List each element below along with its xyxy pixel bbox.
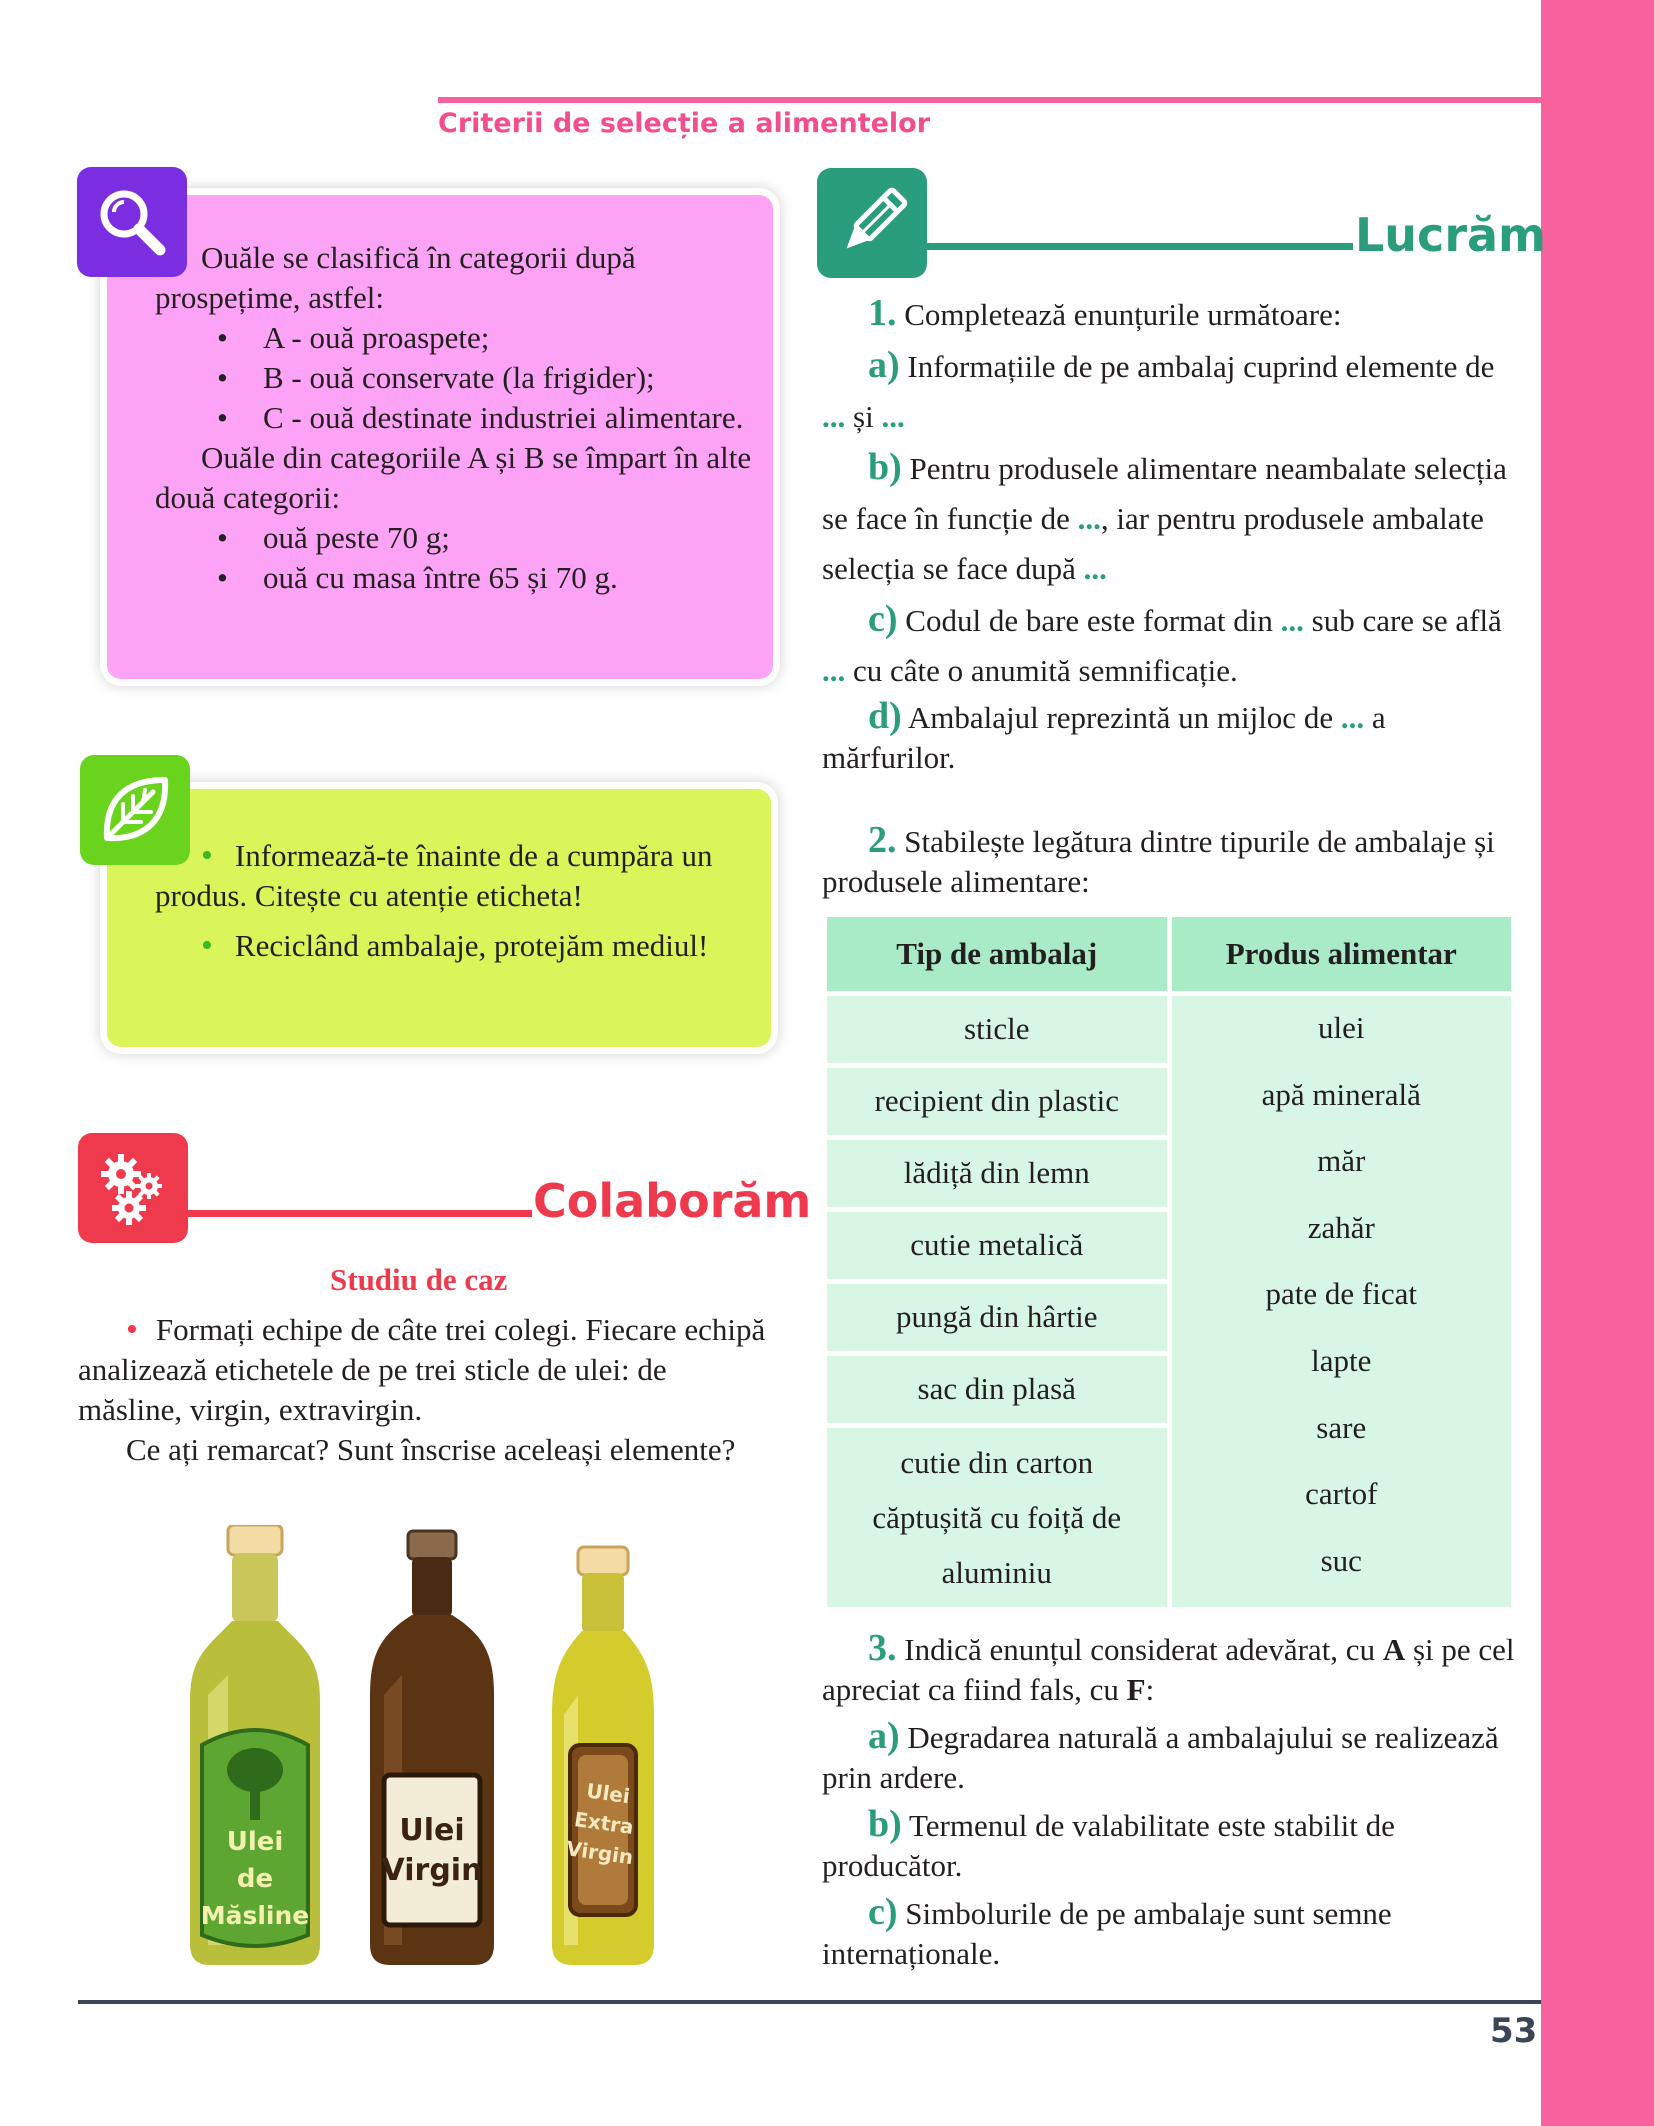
matching-table [822,912,1516,1612]
exercise-1-b: b) Pentru produsele alimentare neambalate selecția se face în funcție de ..., iar pentru produsele ambalate selecția se face după ... [822,446,1507,586]
bottle-label-line: Ulei [399,1813,465,1848]
packaging-cell: lădiță din lemn [827,1140,1167,1207]
bullet-dot: • [126,1311,138,1348]
table-row [827,996,1511,1063]
case-study-heading: Studiu de caz [330,1262,508,1297]
bottle-label-line: de [236,1864,274,1894]
extra-virgin-oil-bottle [552,1547,654,1965]
oil-bottles-illustration [180,1525,690,1975]
packaging-cell: sac din plasă [827,1356,1167,1423]
product-item: ulei [1318,1010,1365,1045]
exercise-3-c: c) Simbolurile de pe ambalaje sunt semne internaționale. [822,1891,1392,1971]
bottle-label-line: Virgin [564,1836,635,1870]
product-item: apă minerală [1261,1076,1421,1112]
bottle-label-line: Virgin [381,1853,483,1888]
footer-rule [78,2000,1541,2004]
packaging-cell: cutie metalică [827,1212,1167,1279]
virgin-oil-bottle [370,1531,494,1965]
case-paragraph: • Formați echipe de câte trei colegi. Fiecare echipă analizează etichetele de pe trei sticle de ulei: de măsline, virgin, extravirgin. [78,1311,766,1427]
pencil-badge [817,168,927,278]
exercise-2-prompt: 2. Stabilește legătura dintre tipurile de ambalaje și produsele alimentare: [822,819,1495,899]
collab-section-title: Colaborăm [533,1174,812,1228]
list-item: • A - ouă proaspete; [217,318,755,358]
work-section-title: Lucrăm [1355,208,1546,262]
egg-subcategory-list [217,518,755,598]
product-column [1172,996,1512,1607]
gears-badge [78,1133,188,1243]
product-item: lapte [1311,1342,1372,1378]
exercise-1 [822,288,1522,778]
packaging-cell: sticle [827,996,1167,1063]
info-intro: Ouăle se clasifică în categorii după prospețime, astfel: [155,240,636,315]
exercise-3 [822,1628,1522,1980]
side-color-bar [1541,0,1654,2126]
column-header-product: Produs alimentar [1172,917,1512,991]
product-item: pate de ficat [1265,1276,1417,1312]
tip-item: • Informează-te înainte de a cumpăra un produs. Citește cu atenție eticheta! [155,837,713,913]
bullet-dot: • [201,837,213,874]
exercise-1-prompt: 1. Completează enunțurile următoare: [868,292,1342,334]
olive-oil-bottle [190,1525,320,1965]
list-item: • ouă cu masa între 65 și 70 g. [217,558,755,598]
header-rule [438,97,1541,103]
packaging-cell: recipient din plastic [827,1068,1167,1135]
product-item: cartof [1305,1476,1378,1512]
exercise-3-prompt: 3. Indică enunțul considerat adevărat, cu A și pe cel apreciat ca fiind fals, cu F: [822,1627,1515,1707]
tip-box-text [155,836,755,976]
case-study-text [78,1310,778,1470]
pencil-icon [832,183,912,263]
list-item: • B - ouă conservate (la frigider); [217,358,755,398]
product-item: zahăr [1307,1209,1375,1245]
bottle-label-line: Ulei [584,1778,632,1809]
bottle-label-line: Ulei [226,1827,284,1857]
exercise-1-c: c) Codul de bare este format din ... sub care se află ... cu câte o anumită semnificație. [822,598,1502,688]
packaging-cell: pungă din hârtie [827,1284,1167,1351]
bottle-label-line: Extra [572,1807,636,1840]
packaging-cell: cutie din carton căptușită cu foiță de aluminiu [827,1428,1167,1607]
page-number: 53 [1490,2011,1538,2051]
list-item: • ouă peste 70 g; [217,518,755,558]
product-item: măr [1317,1143,1366,1179]
product-item: sare [1316,1409,1367,1445]
section-rule [187,1210,532,1217]
table-header-row [827,917,1511,991]
product-item: suc [1320,1542,1362,1578]
column-header-packaging: Tip de ambalaj [827,917,1167,991]
info-box-text [155,238,755,598]
bullet-dot: • [201,927,213,964]
exercise-3-a: a) Degradarea naturală a ambalajului se realizează prin ardere. [822,1715,1499,1795]
tip-item: • Reciclând ambalaje, protejăm mediul! [201,927,709,964]
info-intro-2: Ouăle din categoriile A și B se împart în alte două categorii: [155,440,752,515]
list-item: • C - ouă destinate industriei alimentare. [217,398,755,438]
egg-category-list [217,318,755,438]
exercise-2 [822,820,1522,908]
exercise-3-b: b) Termenul de valabilitate este stabilit de producător. [822,1803,1395,1883]
section-rule [927,243,1353,250]
gears-icon [91,1146,175,1230]
case-question: Ce ați remarcat? Sunt înscrise aceleași elemente? [126,1432,736,1467]
page-header-title: Criterii de selecție a alimentelor [438,108,931,139]
bottle-label-line: Măsline [200,1901,310,1930]
exercise-1-d: d) Ambalajul reprezintă un mijloc de ... a mărfurilor. [822,695,1386,775]
exercise-1-a: a) Informațiile de pe ambalaj cuprind elemente de ... și ... [822,344,1495,434]
